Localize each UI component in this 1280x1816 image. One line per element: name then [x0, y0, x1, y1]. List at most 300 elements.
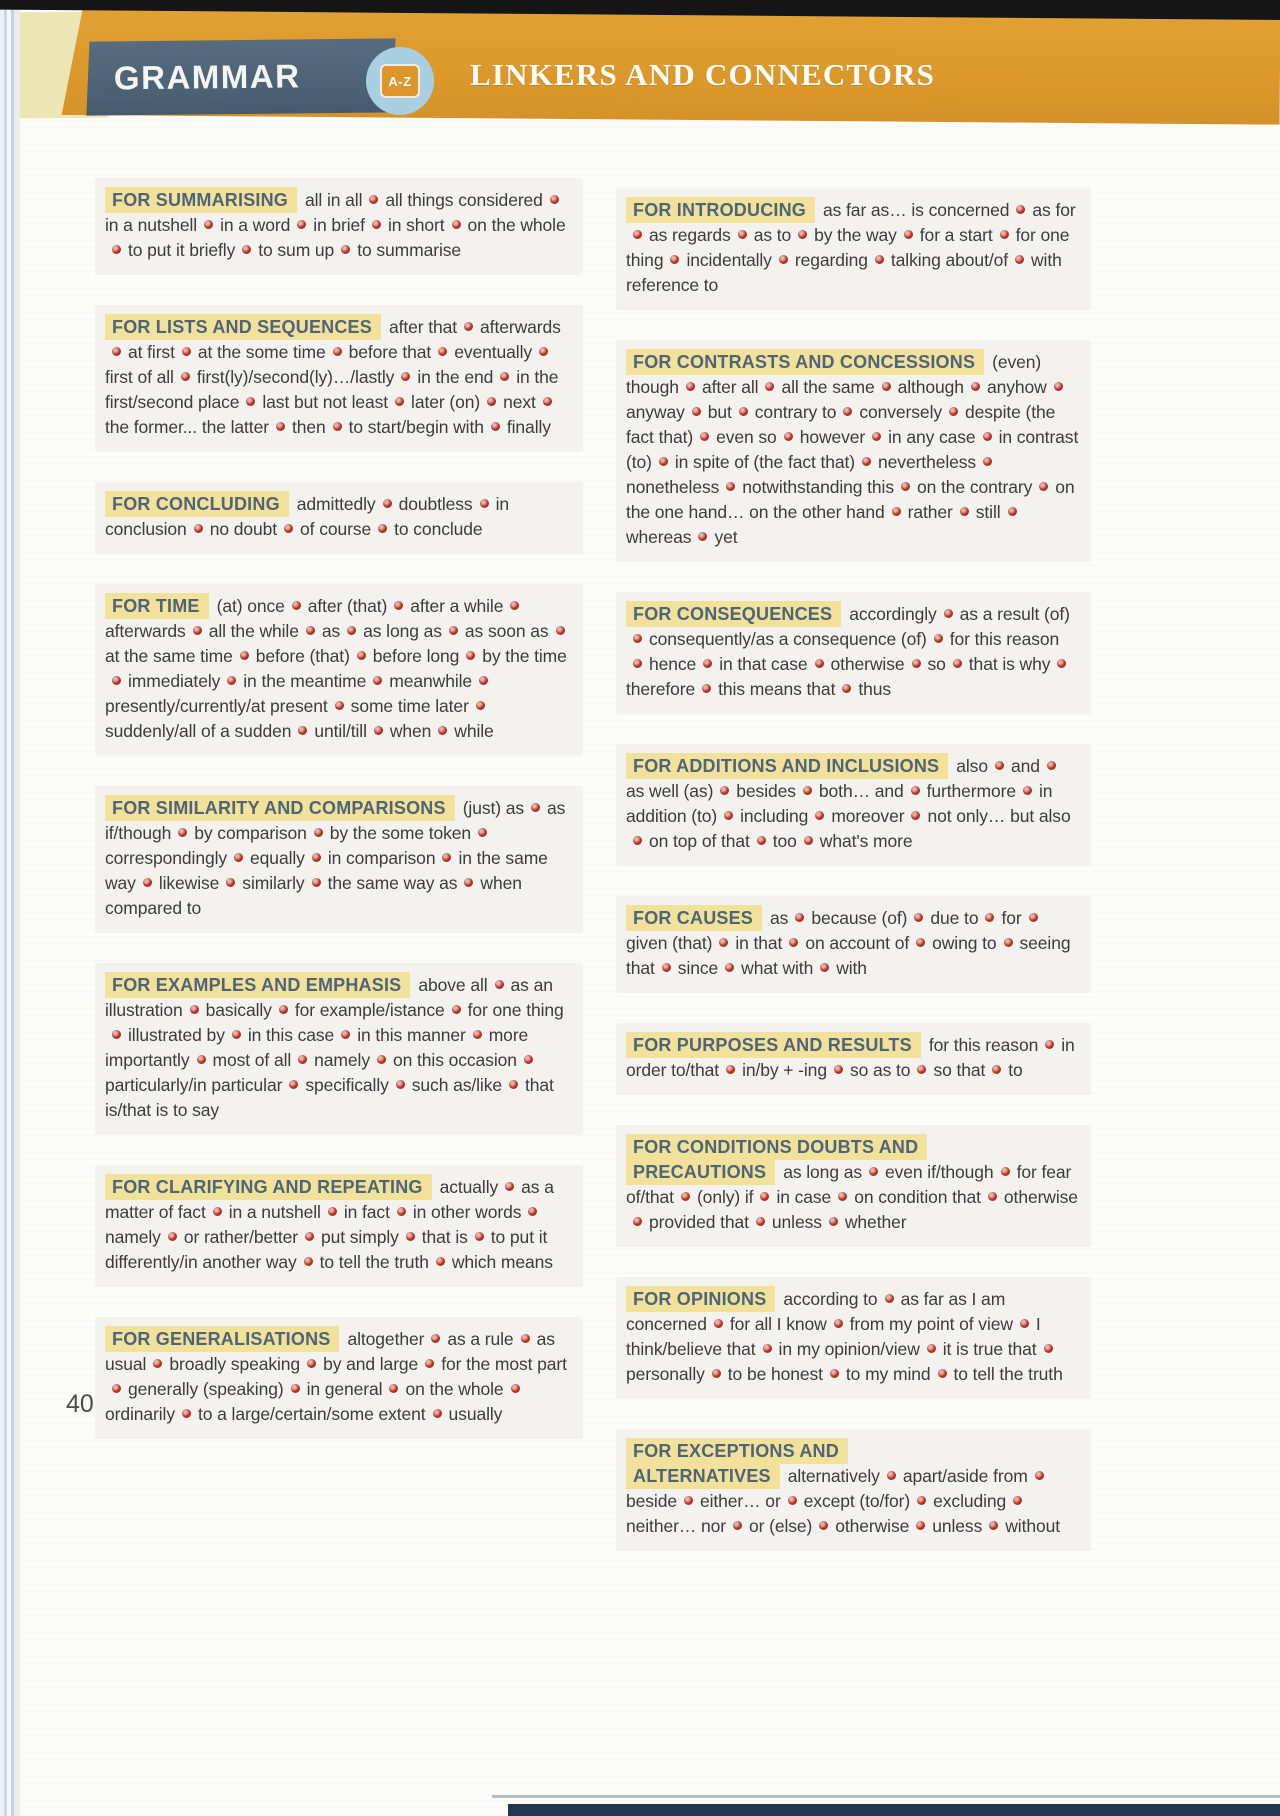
section-heading: FOR LISTS AND SEQUENCES [105, 314, 381, 340]
linker-item: admittedly [296, 494, 376, 514]
bullet-icon [1023, 786, 1032, 795]
bullet-icon [347, 626, 356, 635]
linker-item: at first [128, 342, 175, 362]
bullet-icon [312, 853, 321, 862]
linker-item: I think/believe that [626, 1314, 1041, 1359]
linker-item: on the whole [467, 215, 566, 235]
linker-item: basically [205, 1000, 272, 1020]
left-column [95, 178, 583, 1581]
section-heading: FOR EXAMPLES AND EMPHASIS [105, 972, 410, 998]
linker-item: finally [506, 417, 551, 437]
linker-item: specifically [305, 1075, 389, 1095]
bullet-icon [633, 634, 642, 643]
linker-item: so as to [849, 1060, 911, 1080]
linker-item: as usual [105, 1329, 555, 1374]
section-heading: FOR CONCLUDING [105, 491, 289, 517]
linker-section [95, 963, 583, 1135]
bullet-icon [726, 1065, 735, 1074]
linker-item: in fact [343, 1202, 390, 1222]
linker-item: as far as I am concerned [626, 1289, 1006, 1334]
linker-item: including [740, 806, 809, 826]
bullet-icon [335, 701, 344, 710]
bullet-icon [815, 811, 824, 820]
linker-item: incidentally [686, 250, 772, 270]
linker-item: after a while [410, 596, 504, 616]
section-heading: FOR SIMILARITY AND COMPARISONS [105, 795, 455, 821]
linker-item: in the same way [105, 848, 548, 893]
linker-item: even if/though [885, 1162, 994, 1182]
linker-item: on this occasion [392, 1050, 517, 1070]
grammar-section-tab [86, 38, 395, 115]
bullet-icon [305, 1232, 314, 1241]
az-dictionary-icon: A-Z [380, 64, 420, 98]
bullet-icon [190, 1005, 199, 1014]
bullet-icon [872, 432, 881, 441]
linker-item: beside [626, 1491, 677, 1511]
section-heading: FOR INTRODUCING [626, 197, 815, 223]
bullet-icon [914, 913, 923, 922]
bullet-icon [738, 230, 747, 239]
linker-item: nonetheless [626, 477, 720, 497]
linker-item: this means that [718, 679, 836, 699]
linker-item: all the same [781, 377, 875, 397]
bullet-icon [911, 786, 920, 795]
linker-item: accordingly [849, 604, 937, 624]
linker-item: to be honest [727, 1364, 823, 1384]
bullet-icon [397, 1207, 406, 1216]
bullet-icon [1044, 1344, 1053, 1353]
linker-item: by the time [482, 646, 567, 666]
linker-item: conversely [859, 402, 943, 422]
bullet-icon [181, 372, 190, 381]
linker-item: to put it briefly [128, 240, 236, 260]
bullet-icon [452, 1005, 461, 1014]
bullet-icon [194, 524, 203, 533]
linker-item: generally (speaking) [128, 1379, 284, 1399]
linker-item: to conclude [394, 519, 483, 539]
bullet-icon [524, 1055, 533, 1064]
linker-item: due to [930, 908, 979, 928]
section-heading: FOR OPINIONS [626, 1286, 775, 1312]
linker-item: in conclusion [105, 494, 509, 539]
bullet-icon [197, 1055, 206, 1064]
linker-item: in general [306, 1379, 383, 1399]
bullet-icon [765, 382, 774, 391]
linker-item: (even) though [626, 352, 1042, 397]
linker-item: ordinarily [105, 1404, 175, 1424]
bullet-icon [757, 836, 766, 845]
bullet-icon [820, 963, 829, 972]
linker-item: moreover [831, 806, 905, 826]
bullet-icon [539, 347, 548, 356]
bullet-icon [1047, 761, 1056, 770]
linker-item: afterwards [480, 317, 561, 337]
linker-item: except (to/for) [803, 1491, 911, 1511]
linker-item: later (on) [411, 392, 481, 412]
section-heading: FOR CAUSES [626, 905, 762, 931]
bullet-icon [204, 220, 213, 229]
linker-item: also [956, 756, 988, 776]
bullet-icon [227, 676, 236, 685]
linker-section [616, 188, 1091, 310]
linker-item: in this manner [357, 1025, 466, 1045]
bullet-icon [789, 938, 798, 947]
bullet-icon [314, 828, 323, 837]
linker-item: in that case [719, 654, 808, 674]
linker-item: first(ly)/second(ly)…/lastly [196, 367, 395, 387]
bullet-icon [803, 786, 812, 795]
linker-item: or (else) [748, 1516, 813, 1536]
linker-item: for [1001, 908, 1022, 928]
bullet-icon [389, 1384, 398, 1393]
linker-item: as an illustration [105, 975, 553, 1020]
linker-item: as a matter of fact [105, 1177, 554, 1222]
bullet-icon [234, 853, 243, 862]
linker-item: no doubt [209, 519, 278, 539]
bullet-icon [487, 397, 496, 406]
linker-item: in that [735, 933, 783, 953]
bullet-icon [297, 220, 306, 229]
linker-item: and [1010, 756, 1040, 776]
bullet-icon [911, 811, 920, 820]
section-heading: FOR PURPOSES AND RESULTS [626, 1032, 921, 1058]
bullet-icon [1008, 507, 1017, 516]
linker-item: personally [626, 1364, 705, 1384]
bullet-icon [892, 507, 901, 516]
linker-item: unless [932, 1516, 983, 1536]
linker-item: to a large/certain/some extent [198, 1404, 426, 1424]
linker-item: equally [250, 848, 305, 868]
linker-item: neither… nor [626, 1516, 726, 1536]
bullet-icon [182, 1409, 191, 1418]
linker-item: put simply [320, 1227, 399, 1247]
linker-item: on the whole [405, 1379, 504, 1399]
bullet-icon [1045, 1040, 1054, 1049]
linker-item: doubtless [398, 494, 473, 514]
linker-item: to tell the truth [319, 1252, 429, 1272]
bullet-icon [1013, 1496, 1022, 1505]
linker-item: correspondingly [105, 848, 228, 868]
linker-item: that is [421, 1227, 468, 1247]
linker-item: according to [783, 1289, 878, 1309]
bullet-icon [700, 432, 709, 441]
bullet-icon [112, 676, 121, 685]
bullet-icon [464, 322, 473, 331]
bullet-icon [882, 382, 891, 391]
linker-item: in comparison [327, 848, 436, 868]
bullet-icon [213, 1207, 222, 1216]
bullet-icon [670, 255, 679, 264]
bullet-icon [686, 382, 695, 391]
bullet-icon [473, 1030, 482, 1039]
linker-item: last but not least [262, 392, 389, 412]
linker-item: to my mind [845, 1364, 931, 1384]
bullet-icon [834, 1319, 843, 1328]
bullet-icon [304, 1257, 313, 1266]
bullet-icon [168, 1232, 177, 1241]
linker-item: all the while [208, 621, 299, 641]
linker-section [616, 340, 1091, 562]
bullet-icon [875, 255, 884, 264]
bullet-icon [869, 1167, 878, 1176]
linker-item: after (that) [307, 596, 388, 616]
linker-section [95, 305, 583, 452]
linker-item: consequently/as a consequence (of) [649, 629, 927, 649]
bullet-icon [401, 372, 410, 381]
bullet-icon [726, 482, 735, 491]
bullet-icon [1035, 1471, 1044, 1480]
bullet-icon [912, 659, 921, 668]
bullet-icon [953, 659, 962, 668]
bullet-icon [633, 659, 642, 668]
bullet-icon [714, 1319, 723, 1328]
linker-item: in the first/second place [105, 367, 559, 412]
bullet-icon [112, 1030, 121, 1039]
bullet-icon [712, 1369, 721, 1378]
linker-item: after that [388, 317, 458, 337]
linker-item: what's more [819, 831, 913, 851]
linker-item: for fear of/that [626, 1162, 1072, 1207]
linker-item: whether [844, 1212, 907, 1232]
page-number: 40 [66, 1390, 94, 1418]
bullet-icon [431, 1334, 440, 1343]
linker-item: to put it differently/in another way [105, 1227, 548, 1272]
linker-item: anyhow [986, 377, 1047, 397]
linker-item: after all [701, 377, 759, 397]
bullet-icon [779, 255, 788, 264]
linker-item: notwithstanding this [742, 477, 894, 497]
bullet-icon [240, 651, 249, 660]
bullet-icon [510, 601, 519, 610]
bullet-icon [373, 676, 382, 685]
bullet-icon [756, 1217, 765, 1226]
section-heading: FOR CONDITIONS DOUBTS AND PRECAUTIONS [626, 1134, 927, 1185]
bullet-icon [901, 482, 910, 491]
bullet-icon [795, 913, 804, 922]
bullet-icon [394, 601, 403, 610]
bullet-icon [438, 347, 447, 356]
bullet-icon [292, 601, 301, 610]
bullet-icon [543, 397, 552, 406]
bullet-icon [763, 1344, 772, 1353]
linker-item: before long [372, 646, 460, 666]
linker-item: to start/begin with [348, 417, 484, 437]
bullet-icon [372, 220, 381, 229]
linker-item: to sum up [258, 240, 335, 260]
bullet-icon [509, 1080, 518, 1089]
linker-item: furthermore [926, 781, 1017, 801]
right-column [616, 178, 1091, 1581]
bullet-icon [829, 1217, 838, 1226]
bullet-icon [374, 726, 383, 735]
linker-item: otherwise [835, 1516, 910, 1536]
bullet-icon [1057, 659, 1066, 668]
bullet-icon [357, 651, 366, 660]
linker-item: regarding [794, 250, 868, 270]
linker-item: without [1005, 1516, 1060, 1536]
bullet-icon [815, 659, 824, 668]
linker-item: for a start [919, 225, 993, 245]
bullet-icon [298, 726, 307, 735]
book-spine-edge [0, 0, 30, 1816]
bullet-icon [659, 457, 668, 466]
linker-item: anyway [626, 402, 685, 422]
linker-item: meanwhile [389, 671, 473, 691]
bullet-icon [887, 1471, 896, 1480]
bullet-icon [505, 1182, 514, 1191]
bullet-icon [1004, 938, 1013, 947]
linker-section [616, 592, 1091, 714]
bullet-icon [788, 1496, 797, 1505]
linker-item: (only) if [696, 1187, 754, 1207]
linker-item: for one thing [626, 225, 1070, 270]
bullet-icon [306, 626, 315, 635]
bullet-icon [733, 1521, 742, 1530]
bullet-icon [242, 245, 251, 254]
linker-item: in this case [247, 1025, 335, 1045]
linker-item: for one thing [467, 1000, 564, 1020]
bullet-icon [521, 1334, 530, 1343]
linker-item: at the same time [105, 646, 233, 666]
bullet-icon [475, 1232, 484, 1241]
bullet-icon [934, 634, 943, 643]
linker-section [616, 1125, 1091, 1247]
linker-section [616, 896, 1091, 993]
linker-section [616, 744, 1091, 866]
bullet-icon [834, 1065, 843, 1074]
bullet-icon [377, 1055, 386, 1064]
page-title: LINKERS AND CONNECTORS [470, 57, 936, 92]
bullet-icon [1015, 255, 1024, 264]
bullet-icon [341, 245, 350, 254]
linker-section [616, 1429, 1091, 1551]
linker-item: so [927, 654, 946, 674]
linker-item: thus [858, 679, 892, 699]
section-heading: FOR SUMMARISING [105, 187, 297, 213]
bullet-icon [369, 195, 378, 204]
linker-section [95, 482, 583, 554]
bullet-icon [479, 676, 488, 685]
bullet-icon [633, 230, 642, 239]
linker-item: likewise [158, 873, 220, 893]
linker-item: in the meantime [243, 671, 367, 691]
linker-item: when [389, 721, 432, 741]
bullet-icon [819, 1521, 828, 1530]
bullet-icon [988, 1192, 997, 1201]
bullet-icon [112, 347, 121, 356]
linker-item: while [454, 721, 494, 741]
linker-item: in a nutshell [228, 1202, 321, 1222]
linker-item: as long as [783, 1162, 862, 1182]
linker-item: contrary to [754, 402, 837, 422]
bullet-icon [193, 626, 202, 635]
bullet-icon [466, 651, 475, 660]
linker-section [616, 1023, 1091, 1095]
linker-item: on the contrary [917, 477, 1033, 497]
linker-section [95, 786, 583, 933]
linker-item: the former... the latter [105, 417, 269, 437]
bullet-icon [760, 1192, 769, 1201]
linker-item: usually [448, 1404, 503, 1424]
linker-item: all in all [305, 190, 363, 210]
bullet-icon [1039, 482, 1048, 491]
bullet-icon [178, 828, 187, 837]
bullet-icon [725, 963, 734, 972]
linker-item: provided that [649, 1212, 749, 1232]
bullet-icon [378, 524, 387, 533]
bullet-icon [1020, 1319, 1029, 1328]
linker-item: for the most part [441, 1354, 567, 1374]
linker-item: by and large [323, 1354, 419, 1374]
linker-item: it is true that [942, 1339, 1037, 1359]
bullet-icon [480, 499, 489, 508]
linker-item: with [836, 958, 867, 978]
linker-item: on the one hand… on the other hand [626, 477, 1075, 522]
bullet-icon [784, 432, 793, 441]
linker-item: for this reason [928, 1035, 1039, 1055]
bullet-icon [279, 1005, 288, 1014]
bullet-icon [478, 828, 487, 837]
linker-item: as well (as) [626, 781, 714, 801]
bullet-icon [1016, 205, 1025, 214]
bullet-icon [495, 980, 504, 989]
linker-item: then [291, 417, 326, 437]
bullet-icon [289, 1080, 298, 1089]
linker-item: for example/istance [294, 1000, 445, 1020]
linker-item: from my point of view [849, 1314, 1013, 1334]
linker-item: to [1008, 1060, 1023, 1080]
linker-item: broadly speaking [169, 1354, 301, 1374]
linker-item: (just) as [462, 798, 525, 818]
bullet-icon [938, 1369, 947, 1378]
linker-item: in a word [220, 215, 291, 235]
bullet-icon [232, 1030, 241, 1039]
linker-item: as if/though [105, 798, 566, 843]
linker-item: rather [907, 502, 953, 522]
linker-item: most of all [212, 1050, 292, 1070]
bullet-icon [395, 397, 404, 406]
bullet-icon [182, 347, 191, 356]
bullet-icon [949, 407, 958, 416]
linker-item: first of all [105, 367, 174, 387]
bullet-icon [226, 878, 235, 887]
linker-item: yet [714, 527, 738, 547]
linker-item: so that [933, 1060, 986, 1080]
bullet-icon [692, 407, 701, 416]
section-heading: FOR ADDITIONS AND INCLUSIONS [626, 753, 948, 779]
bullet-icon [531, 803, 540, 812]
linker-item: on top of that [649, 831, 750, 851]
linker-item: by comparison [194, 823, 307, 843]
bullet-icon [425, 1359, 434, 1368]
linker-item: owing to [932, 933, 997, 953]
linker-item: by the some token [329, 823, 472, 843]
linker-item: all things considered [385, 190, 543, 210]
linker-item: afterwards [105, 621, 186, 641]
linker-item: presently/currently/at present [105, 696, 328, 716]
linker-item: in/by + -ing [742, 1060, 827, 1080]
linker-item: what with [741, 958, 814, 978]
linker-item: until/till [314, 721, 367, 741]
linker-item: similarly [242, 873, 305, 893]
bullet-icon [719, 938, 728, 947]
linker-item: in contrast (to) [626, 427, 1079, 472]
linker-item: in addition (to) [626, 781, 1053, 826]
bullet-icon [550, 195, 559, 204]
linker-item: altogether [347, 1329, 425, 1349]
linker-item: given (that) [626, 933, 713, 953]
bullet-icon [633, 1217, 642, 1226]
